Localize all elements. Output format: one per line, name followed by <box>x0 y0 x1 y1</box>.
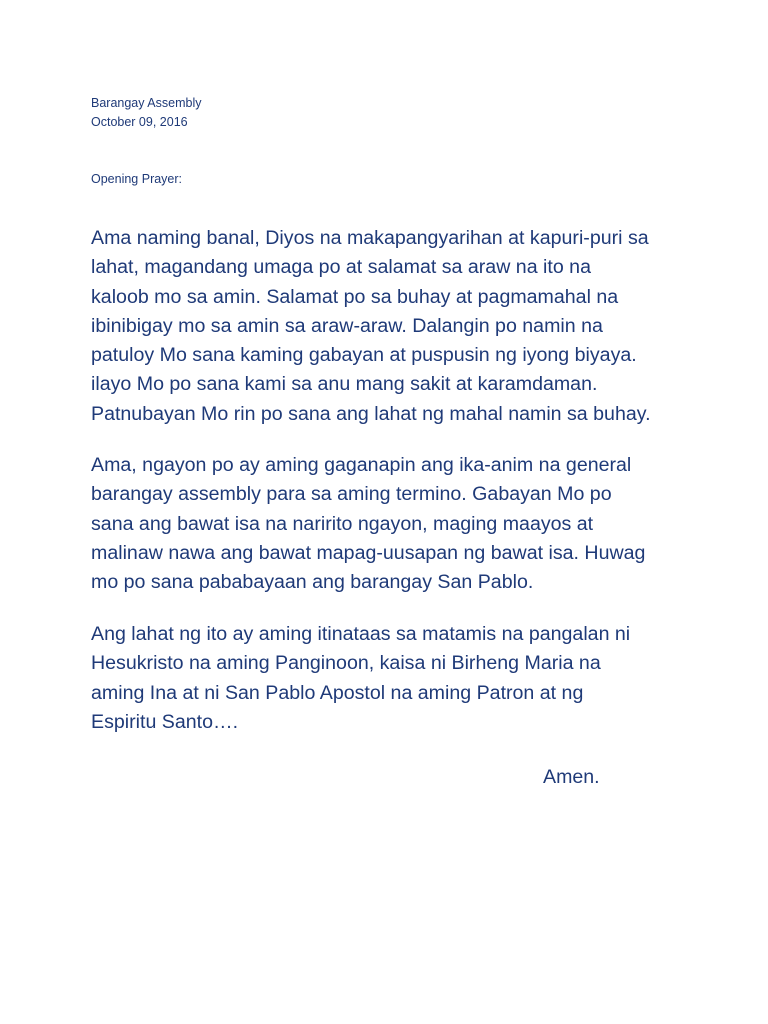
prayer-paragraph-1 <box>91 224 691 429</box>
paragraph-line: Ang lahat ng ito ay aming itinataas sa matamis na pangalan ni <box>91 623 631 645</box>
section-label: Opening Prayer: <box>91 172 183 186</box>
paragraph-line: Hesukristo na aming Panginoon, kaisa ni Birheng Maria na <box>91 652 601 675</box>
paragraph-line: aming Ina at ni San Pablo Apostol na aming Patron at ng <box>91 681 584 704</box>
paragraph-line: ibinibigay mo sa amin sa araw-araw. Dalangin po namin na <box>91 314 603 337</box>
paragraph-line: sana ang bawat isa na naririto ngayon, maging maayos at <box>91 512 594 535</box>
paragraph-line: Patnubayan Mo rin po sana ang lahat ng mahal namin sa buhay. <box>91 402 651 425</box>
prayer-paragraph-3 <box>91 620 691 737</box>
prayer-paragraph-2 <box>91 451 691 597</box>
paragraph-line: kaloob mo sa amin. Salamat po sa buhay at pagmamahal na <box>91 285 619 308</box>
paragraph-line: barangay assembly para sa aming termino. Gabayan Mo po <box>91 483 612 506</box>
paragraph-line: lahat, magandang umaga po at salamat sa araw na ito na <box>91 256 591 279</box>
paragraph-line: Ama, ngayon po ay aming gaganapin ang ika-anim na general <box>91 454 632 476</box>
paragraph-line: malinaw nawa ang bawat mapag-uusapan ng bawat isa. Huwag <box>91 541 646 564</box>
paragraph-line: Ama naming banal, Diyos na makapangyarihan at kapuri-puri sa <box>91 227 649 249</box>
paragraph-line: Espiritu Santo…. <box>91 710 239 733</box>
closing-amen: Amen. <box>543 766 600 788</box>
document-date: October 09, 2016 <box>91 115 188 129</box>
paragraph-line: patuloy Mo sana kaming gabayan at puspusin ng iyong biyaya. <box>91 344 637 367</box>
document-title: Barangay Assembly <box>91 96 202 110</box>
paragraph-line: mo po sana pababayaan ang barangay San Pablo. <box>91 571 534 594</box>
paragraph-line: ilayo Mo po sana kami sa anu mang sakit at karamdaman. <box>91 373 598 396</box>
